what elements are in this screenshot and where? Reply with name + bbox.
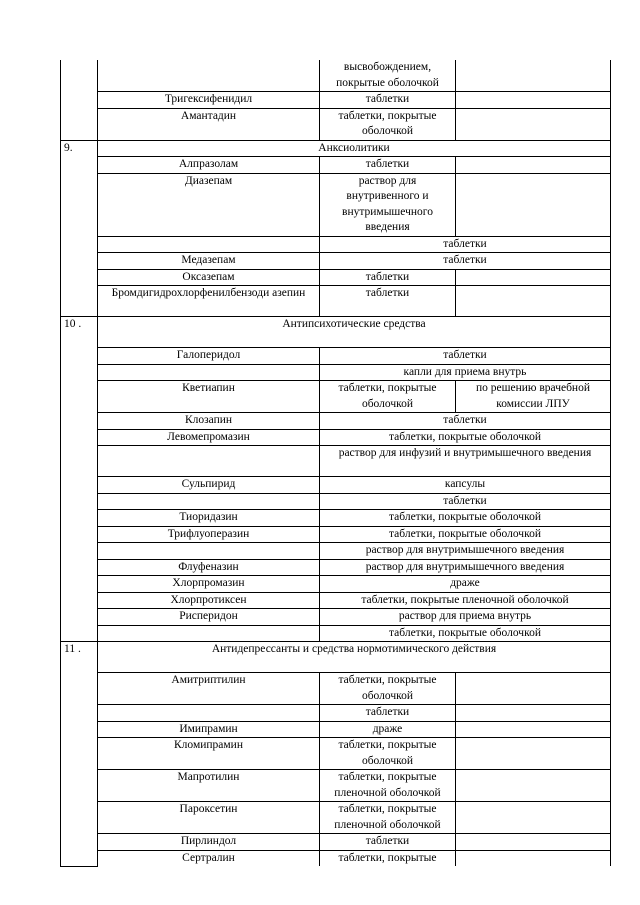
drug-name-cell: Клозапин	[98, 413, 320, 430]
drug-name-cell: Амитриптилин	[98, 673, 320, 705]
note-cell	[456, 108, 611, 140]
note-cell	[456, 269, 611, 286]
dosage-form-cell: таблетки, покрытые оболочкой	[320, 625, 611, 642]
table-row	[61, 576, 611, 593]
dosage-form-cell: таблетки	[320, 834, 456, 851]
table-row	[61, 526, 611, 543]
drug-name-cell: Тригексифенидил	[98, 92, 320, 109]
drug-name-cell: Мапротилин	[98, 770, 320, 802]
note-cell	[456, 60, 611, 92]
drug-name-cell: Левомепромазин	[98, 429, 320, 446]
group-row	[61, 317, 611, 348]
dosage-form-cell: таблетки, покрытые	[320, 850, 456, 866]
table-row	[61, 543, 611, 560]
table-row	[61, 721, 611, 738]
table-row	[61, 770, 611, 802]
formulary-table	[60, 60, 611, 867]
table-row	[61, 108, 611, 140]
drug-name-cell: Алпразолам	[98, 157, 320, 174]
drug-name-cell	[98, 625, 320, 642]
drug-name-cell: Кветиапин	[98, 381, 320, 413]
table-row	[61, 510, 611, 527]
table-row	[61, 236, 611, 253]
table-row	[61, 269, 611, 286]
drug-name-cell: Диазепам	[98, 173, 320, 236]
table-row	[61, 92, 611, 109]
note-cell	[456, 157, 611, 174]
drug-name-cell: Рисперидон	[98, 609, 320, 626]
table-row	[61, 625, 611, 642]
table-row	[61, 834, 611, 851]
drug-name-cell: Хлорпротиксен	[98, 592, 320, 609]
group-number-cell	[61, 60, 98, 140]
table-row	[61, 348, 611, 365]
dosage-form-cell: высвобождением, покрытые оболочкой	[320, 60, 456, 92]
drug-name-cell: Бромдигидрохлорфенилбензоди азепин	[98, 286, 320, 317]
note-cell	[456, 173, 611, 236]
table-row	[61, 592, 611, 609]
drug-name-cell	[98, 705, 320, 722]
dosage-form-cell: таблетки	[320, 92, 456, 109]
group-number-cell: 9.	[61, 140, 98, 317]
table-row	[61, 173, 611, 236]
dosage-form-cell: раствор для приема внутрь	[320, 609, 611, 626]
drug-name-cell: Сульпирид	[98, 477, 320, 494]
dosage-form-cell: таблетки	[320, 705, 456, 722]
dosage-form-cell: таблетки, покрытые оболочкой	[320, 738, 456, 770]
note-cell	[456, 721, 611, 738]
table-row	[61, 705, 611, 722]
dosage-form-cell: раствор для внутримышечного введения	[320, 559, 611, 576]
table-row	[61, 609, 611, 626]
table-row	[61, 493, 611, 510]
note-cell	[456, 770, 611, 802]
dosage-form-cell: таблетки, покрытые оболочкой	[320, 510, 611, 527]
drug-name-cell: Трифлуоперазин	[98, 526, 320, 543]
dosage-form-cell: раствор для внутривенного и внутримышечного введения	[320, 173, 456, 236]
drug-name-cell	[98, 543, 320, 560]
table-row	[61, 850, 611, 866]
drug-name-cell: Медазепам	[98, 253, 320, 270]
drug-name-cell: Амантадин	[98, 108, 320, 140]
drug-name-cell: Пирлиндол	[98, 834, 320, 851]
note-cell	[456, 705, 611, 722]
note-cell	[456, 673, 611, 705]
table-row	[61, 381, 611, 413]
table-row	[61, 60, 611, 92]
note-cell	[456, 92, 611, 109]
dosage-form-cell: таблетки	[320, 236, 611, 253]
drug-name-cell: Тиоридазин	[98, 510, 320, 527]
note-cell	[456, 834, 611, 851]
dosage-form-cell: драже	[320, 576, 611, 593]
table-row	[61, 559, 611, 576]
dosage-form-cell: таблетки, покрытые оболочкой	[320, 108, 456, 140]
note-cell	[456, 738, 611, 770]
dosage-form-cell: таблетки, покрытые оболочкой	[320, 429, 611, 446]
dosage-form-cell: таблетки	[320, 348, 611, 365]
table-row	[61, 364, 611, 381]
dosage-form-cell: таблетки	[320, 157, 456, 174]
group-title: Анксиолитики	[98, 140, 611, 157]
group-number-cell: 10 .	[61, 317, 98, 642]
drug-name-cell: Хлорпромазин	[98, 576, 320, 593]
dosage-form-cell: капли для приема внутрь	[320, 364, 611, 381]
drug-name-cell: Галоперидол	[98, 348, 320, 365]
dosage-form-cell: таблетки, покрытые оболочкой	[320, 526, 611, 543]
dosage-form-cell: таблетки	[320, 413, 611, 430]
group-row	[61, 140, 611, 157]
drug-name-cell	[98, 446, 320, 477]
table-row	[61, 446, 611, 477]
note-cell	[456, 850, 611, 866]
table-row	[61, 429, 611, 446]
dosage-form-cell: таблетки, покрытые пленочной оболочкой	[320, 770, 456, 802]
note-cell	[456, 802, 611, 834]
dosage-form-cell: таблетки, покрытые пленочной оболочкой	[320, 592, 611, 609]
drug-name-cell: Сертралин	[98, 850, 320, 866]
dosage-form-cell: таблетки, покрытые пленочной оболочкой	[320, 802, 456, 834]
drug-name-cell	[98, 236, 320, 253]
table-row	[61, 253, 611, 270]
drug-name-cell: Кломипрамин	[98, 738, 320, 770]
dosage-form-cell: таблетки	[320, 253, 611, 270]
drug-name-cell: Оксазепам	[98, 269, 320, 286]
note-cell: по решению врачебной комиссии ЛПУ	[456, 381, 611, 413]
dosage-form-cell: таблетки	[320, 493, 611, 510]
drug-name-cell	[98, 364, 320, 381]
drug-name-cell: Имипрамин	[98, 721, 320, 738]
table-row	[61, 673, 611, 705]
drug-name-cell: Флуфеназин	[98, 559, 320, 576]
drug-name-cell: Пароксетин	[98, 802, 320, 834]
drug-name-cell	[98, 493, 320, 510]
table-row	[61, 413, 611, 430]
dosage-form-cell: таблетки, покрытые оболочкой	[320, 673, 456, 705]
dosage-form-cell: драже	[320, 721, 456, 738]
dosage-form-cell: раствор для внутримышечного введения	[320, 543, 611, 560]
dosage-form-cell: таблетки	[320, 286, 456, 317]
table-row	[61, 738, 611, 770]
table-row	[61, 286, 611, 317]
drug-name-cell	[98, 60, 320, 92]
group-title: Антипсихотические средства	[98, 317, 611, 348]
table-row	[61, 157, 611, 174]
formulary-table-page	[60, 60, 610, 867]
table-row	[61, 802, 611, 834]
table-row	[61, 477, 611, 494]
note-cell	[456, 286, 611, 317]
dosage-form-cell: раствор для инфузий и внутримышечного введения	[320, 446, 611, 477]
group-row	[61, 642, 611, 673]
formulary-table-body	[61, 60, 611, 866]
dosage-form-cell: капсулы	[320, 477, 611, 494]
group-title: Антидепрессанты и средства нормотимического действия	[98, 642, 611, 673]
group-number-cell: 11 .	[61, 642, 98, 867]
dosage-form-cell: таблетки, покрытые оболочкой	[320, 381, 456, 413]
dosage-form-cell: таблетки	[320, 269, 456, 286]
